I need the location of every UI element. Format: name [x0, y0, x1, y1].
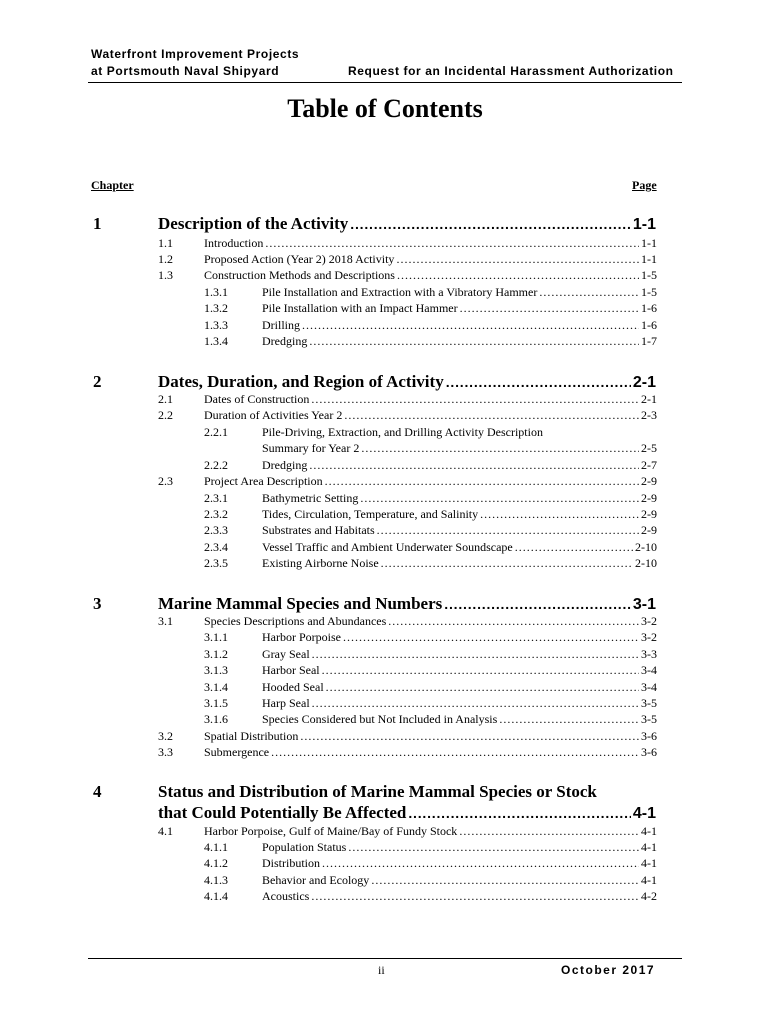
subsection-page: 3-4 — [641, 680, 657, 694]
toc-section-entry[interactable] — [204, 474, 657, 489]
section-number: 2.3 — [158, 474, 173, 488]
chapter-page: 3-1 — [632, 596, 656, 613]
section-number: 3.3 — [158, 745, 173, 759]
subsection-number: 2.2.2 — [204, 458, 228, 472]
section-number: 1.2 — [158, 252, 173, 266]
section-page: 4-1 — [641, 824, 657, 838]
subsection-title: Pile Installation with an Impact Hammer — [262, 301, 458, 315]
subsection-page: 4-1 — [641, 856, 657, 870]
dot-leader — [377, 523, 639, 538]
toc-subsection-entry[interactable] — [262, 630, 657, 645]
dot-leader — [312, 696, 639, 711]
dot-leader — [371, 873, 639, 888]
column-header-chapter: Chapter — [91, 178, 134, 192]
header-document-title: Request for an Incidental Harassment Authorization — [348, 64, 674, 78]
section-title: Duration of Activities Year 2 — [204, 408, 343, 422]
dot-leader — [343, 630, 639, 645]
toc-subsection-entry[interactable] — [262, 889, 657, 904]
dot-leader — [446, 374, 631, 390]
dot-leader — [381, 556, 633, 571]
toc-subsection-entry[interactable] — [262, 301, 657, 316]
subsection-page: 1-6 — [641, 301, 657, 315]
subsection-page: 1-7 — [641, 334, 657, 348]
dot-leader — [396, 252, 639, 267]
toc-section-entry[interactable] — [204, 408, 657, 423]
toc-subsection-entry[interactable] — [262, 285, 657, 300]
header-rule — [88, 82, 682, 83]
toc-section-entry[interactable] — [204, 614, 657, 629]
subsection-title: Species Considered but Not Included in Analysis — [262, 712, 498, 726]
section-page: 2-3 — [641, 408, 657, 422]
subsection-page: 2-7 — [641, 458, 657, 472]
subsection-page: 2-5 — [641, 441, 657, 455]
toc-subsection-entry[interactable] — [262, 873, 657, 888]
toc-section-entry[interactable] — [204, 252, 657, 267]
section-title: Proposed Action (Year 2) 2018 Activity — [204, 252, 395, 266]
subsection-number: 3.1.6 — [204, 712, 228, 726]
subsection-number: 2.3.4 — [204, 540, 228, 554]
toc-subsection-entry[interactable] — [262, 556, 657, 571]
toc-section-entry[interactable] — [204, 745, 657, 760]
toc-subsection-entry[interactable] — [262, 523, 657, 538]
section-number: 2.2 — [158, 408, 173, 422]
toc-chapter-entry[interactable] — [158, 594, 656, 614]
section-title: Spatial Distribution — [204, 729, 299, 743]
subsection-title: Substrates and Habitats — [262, 523, 375, 537]
subsection-number: 1.3.4 — [204, 334, 228, 348]
subsection-number: 4.1.2 — [204, 856, 228, 870]
toc-section-entry[interactable] — [204, 729, 657, 744]
subsection-page: 4-1 — [641, 840, 657, 854]
toc-subsection-entry[interactable] — [262, 507, 657, 522]
dot-leader — [302, 318, 639, 333]
subsection-title: Drilling — [262, 318, 300, 332]
toc-subsection-entry[interactable] — [262, 663, 657, 678]
page-title: Table of Contents — [287, 94, 483, 123]
dot-leader — [499, 712, 639, 727]
toc-subsection-entry[interactable] — [262, 441, 657, 456]
toc-section-entry[interactable] — [204, 392, 657, 407]
subsection-title: Distribution — [262, 856, 321, 870]
dot-leader — [408, 805, 631, 821]
header-project-location: at Portsmouth Naval Shipyard — [91, 64, 280, 78]
chapter-page: 4-1 — [632, 805, 656, 822]
toc-subsection-entry[interactable] — [262, 491, 657, 506]
subsection-number: 3.1.5 — [204, 696, 228, 710]
subsection-title: Existing Airborne Noise — [262, 556, 379, 570]
section-page: 2-9 — [641, 474, 657, 488]
dot-leader — [312, 647, 639, 662]
subsection-page: 2-9 — [641, 507, 657, 521]
subsection-page: 1-5 — [641, 285, 657, 299]
subsection-page: 4-2 — [641, 889, 657, 903]
section-page: 1-1 — [641, 236, 657, 250]
section-page: 3-6 — [641, 729, 657, 743]
dot-leader — [322, 663, 639, 678]
subsection-title[interactable]: Pile-Driving, Extraction, and Drilling Activity Description — [262, 425, 543, 439]
section-number: 4.1 — [158, 824, 173, 838]
toc-subsection-entry[interactable] — [262, 856, 657, 871]
subsection-number: 1.3.1 — [204, 285, 228, 299]
dot-leader — [309, 458, 639, 473]
dot-leader — [325, 474, 639, 489]
subsection-number: 2.3.2 — [204, 507, 228, 521]
section-title: Species Descriptions and Abundances — [204, 614, 387, 628]
dot-leader — [344, 408, 639, 423]
dot-leader — [326, 680, 639, 695]
header-project-title: Waterfront Improvement Projects — [91, 47, 300, 61]
dot-leader — [265, 236, 639, 251]
section-page: 1-1 — [641, 252, 657, 266]
subsection-title: Vessel Traffic and Ambient Underwater Soundscape — [262, 540, 513, 554]
chapter-number: 1 — [93, 214, 102, 233]
subsection-page: 2-9 — [641, 491, 657, 505]
section-number: 1.3 — [158, 268, 173, 282]
subsection-page: 2-10 — [635, 556, 657, 570]
toc-chapter-entry[interactable] — [158, 214, 656, 234]
chapter-page: 2-1 — [632, 374, 656, 391]
dot-leader — [361, 441, 639, 456]
section-page: 3-6 — [641, 745, 657, 759]
toc-subsection-entry[interactable] — [262, 647, 657, 662]
subsection-number: 3.1.4 — [204, 680, 228, 694]
chapter-number: 4 — [93, 782, 102, 801]
subsection-page: 3-2 — [641, 630, 657, 644]
subsection-number: 1.3.2 — [204, 301, 228, 315]
toc-subsection-entry[interactable] — [262, 318, 657, 333]
toc-section-entry[interactable] — [204, 824, 657, 839]
dot-leader — [322, 856, 639, 871]
dot-leader — [311, 392, 639, 407]
chapter-title: Marine Mammal Species and Numbers — [158, 594, 443, 613]
subsection-number: 4.1.1 — [204, 840, 228, 854]
dot-leader — [300, 729, 639, 744]
dot-leader — [480, 507, 639, 522]
section-title: Dates of Construction — [204, 392, 310, 406]
subsection-number: 1.3.3 — [204, 318, 228, 332]
dot-leader — [515, 540, 633, 555]
subsection-number: 2.2.1 — [204, 425, 228, 439]
dot-leader — [350, 216, 631, 232]
subsection-title: Dredging — [262, 458, 308, 472]
subsection-title: Population Status — [262, 840, 347, 854]
dot-leader — [388, 614, 639, 629]
subsection-page: 4-1 — [641, 873, 657, 887]
chapter-title[interactable]: Status and Distribution of Marine Mammal Species or Stock — [158, 782, 597, 801]
dot-leader — [348, 840, 639, 855]
subsection-title: Hooded Seal — [262, 680, 324, 694]
subsection-title: Acoustics — [262, 889, 310, 903]
subsection-title: Gray Seal — [262, 647, 310, 661]
toc-chapter-entry[interactable] — [158, 803, 656, 823]
toc-subsection-entry[interactable] — [262, 540, 657, 555]
section-page: 1-5 — [641, 268, 657, 282]
toc-subsection-entry[interactable] — [262, 840, 657, 855]
subsection-number: 3.1.2 — [204, 647, 228, 661]
footer-page-number: ii — [378, 963, 385, 977]
subsection-page: 3-3 — [641, 647, 657, 661]
subsection-number: 3.1.1 — [204, 630, 228, 644]
toc-subsection-entry[interactable] — [262, 458, 657, 473]
section-number: 3.1 — [158, 614, 173, 628]
subsection-number: 2.3.1 — [204, 491, 228, 505]
subsection-number: 2.3.5 — [204, 556, 228, 570]
section-number: 1.1 — [158, 236, 173, 250]
subsection-page: 2-9 — [641, 523, 657, 537]
subsection-title: Harp Seal — [262, 696, 310, 710]
toc-subsection-entry[interactable] — [262, 712, 657, 727]
subsection-number: 3.1.3 — [204, 663, 228, 677]
dot-leader — [360, 491, 639, 506]
subsection-title-continued: Summary for Year 2 — [262, 441, 360, 455]
footer-rule — [88, 958, 682, 959]
dot-leader — [459, 824, 639, 839]
dot-leader — [311, 889, 639, 904]
subsection-page: 1-6 — [641, 318, 657, 332]
section-page: 3-2 — [641, 614, 657, 628]
chapter-title: Dates, Duration, and Region of Activity — [158, 372, 444, 391]
section-title: Construction Methods and Descriptions — [204, 268, 395, 282]
dot-leader — [539, 285, 639, 300]
dot-leader — [444, 596, 631, 612]
subsection-page: 2-10 — [635, 540, 657, 554]
toc-subsection-entry[interactable] — [262, 696, 657, 711]
section-title: Harbor Porpoise, Gulf of Maine/Bay of Fundy Stock — [204, 824, 458, 838]
subsection-title: Dredging — [262, 334, 308, 348]
toc-subsection-entry[interactable] — [262, 680, 657, 695]
footer-date: October 2017 — [561, 963, 656, 977]
section-number: 2.1 — [158, 392, 173, 406]
chapter-title-continued: that Could Potentially Be Affected — [158, 803, 407, 822]
subsection-title: Harbor Seal — [262, 663, 320, 677]
toc-section-entry[interactable] — [204, 236, 657, 251]
chapter-page: 1-1 — [632, 216, 656, 233]
subsection-title: Harbor Porpoise — [262, 630, 341, 644]
subsection-title: Bathymetric Setting — [262, 491, 359, 505]
section-number: 3.2 — [158, 729, 173, 743]
section-title: Project Area Description — [204, 474, 323, 488]
subsection-number: 2.3.3 — [204, 523, 228, 537]
chapter-title: Description of the Activity — [158, 214, 349, 233]
chapter-number: 2 — [93, 372, 102, 391]
subsection-page: 3-5 — [641, 696, 657, 710]
dot-leader — [309, 334, 639, 349]
section-title: Submergence — [204, 745, 270, 759]
subsection-number: 4.1.3 — [204, 873, 228, 887]
chapter-number: 3 — [93, 594, 102, 613]
dot-leader — [460, 301, 639, 316]
column-header-page: Page — [632, 178, 657, 192]
dot-leader — [271, 745, 639, 760]
subsection-page: 3-5 — [641, 712, 657, 726]
subsection-page: 3-4 — [641, 663, 657, 677]
dot-leader — [397, 268, 639, 283]
section-page: 2-1 — [641, 392, 657, 406]
subsection-title: Behavior and Ecology — [262, 873, 370, 887]
subsection-title: Pile Installation and Extraction with a Vibratory Hammer — [262, 285, 538, 299]
toc-subsection-entry[interactable] — [262, 334, 657, 349]
toc-chapter-entry[interactable] — [158, 372, 656, 392]
subsection-number: 4.1.4 — [204, 889, 228, 903]
toc-section-entry[interactable] — [204, 268, 657, 283]
subsection-title: Tides, Circulation, Temperature, and Salinity — [262, 507, 479, 521]
section-title: Introduction — [204, 236, 264, 250]
